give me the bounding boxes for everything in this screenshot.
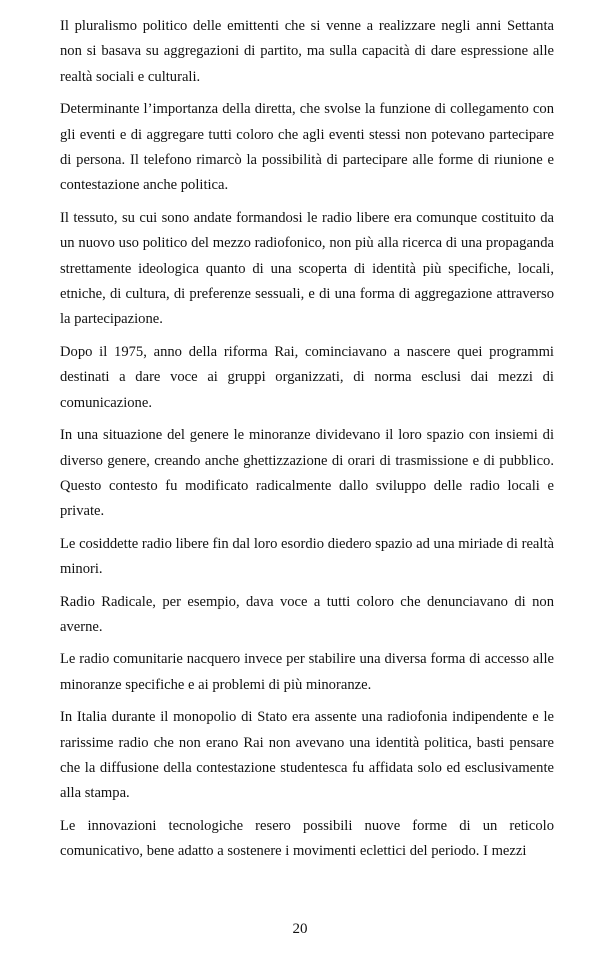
paragraph-5: In una situazione del genere le minoranze dividevano il loro spazio con insiemi di diverso genere, creando anche ghettizzazione di orari di trasmissione e di pubblico. Questo contesto fu modificato radicalmente dallo sviluppo delle radio locali e private. (60, 427, 554, 520)
paragraph-7: Radio Radicale, per esempio, dava voce a tutti coloro che denunciavano di non averne. (60, 593, 554, 635)
paragraph-6: Le cosiddette radio libere fin dal loro esordio diedero spazio ad una miriade di realtà minori. (60, 535, 554, 578)
paragraph-1: Il pluralismo politico delle emittenti che si venne a realizzare negli anni Settanta non si basava su aggregazioni di partito, ma sulla capacità di dare espressione alle realtà sociali e culturali. (60, 18, 554, 85)
paragraph-3: Il tessuto, su cui sono andate formandosi le radio libere era comunque costituito da un nuovo uso politico del mezzo radiofonico, non più alla ricerca di una propaganda strettamente ideologica quanto di una scoperta di identità più specifiche, locali, etniche, di cultura, di preferenze sessuali, e di una forma di aggregazione attraverso la partecipazione. (60, 209, 554, 328)
page-number: 20 (292, 921, 308, 937)
paragraph-10: Le innovazioni tecnologiche resero possibili nuove forme di un reticolo comunicativo, bene adatto a sostenere i movimenti eclettici del periodo. I mezzi (60, 817, 554, 860)
paragraph-8: Le radio comunitarie nacquero invece per stabilire una diversa forma di accesso alle minoranze specifiche e ai problemi di più minoranze. (60, 651, 554, 693)
paragraph-4: Dopo il 1975, anno della riforma Rai, cominciavano a nascere quei programmi destinati a dare voce ai gruppi organizzati, di norma esclusi dai mezzi di comunicazione. (60, 343, 554, 411)
document-page (60, 14, 554, 872)
paragraph-2: Determinante l’importanza della diretta, che svolse la funzione di collegamento con gli eventi e di aggregare tutti coloro che agli eventi stessi non potevano partecipare di persona. Il telefono rimarcò la possibilità di partecipare alle forme di riunione e contestazione anche politica. (60, 101, 554, 194)
paragraph-9: In Italia durante il monopolio di Stato era assente una radiofonia indipendente e le rarissime radio che non erano Rai non avevano una identità politica, basti pensare che la diffusione della contestazione studentesca fu affidata solo ed esclusivamente alla stampa. (60, 709, 554, 802)
